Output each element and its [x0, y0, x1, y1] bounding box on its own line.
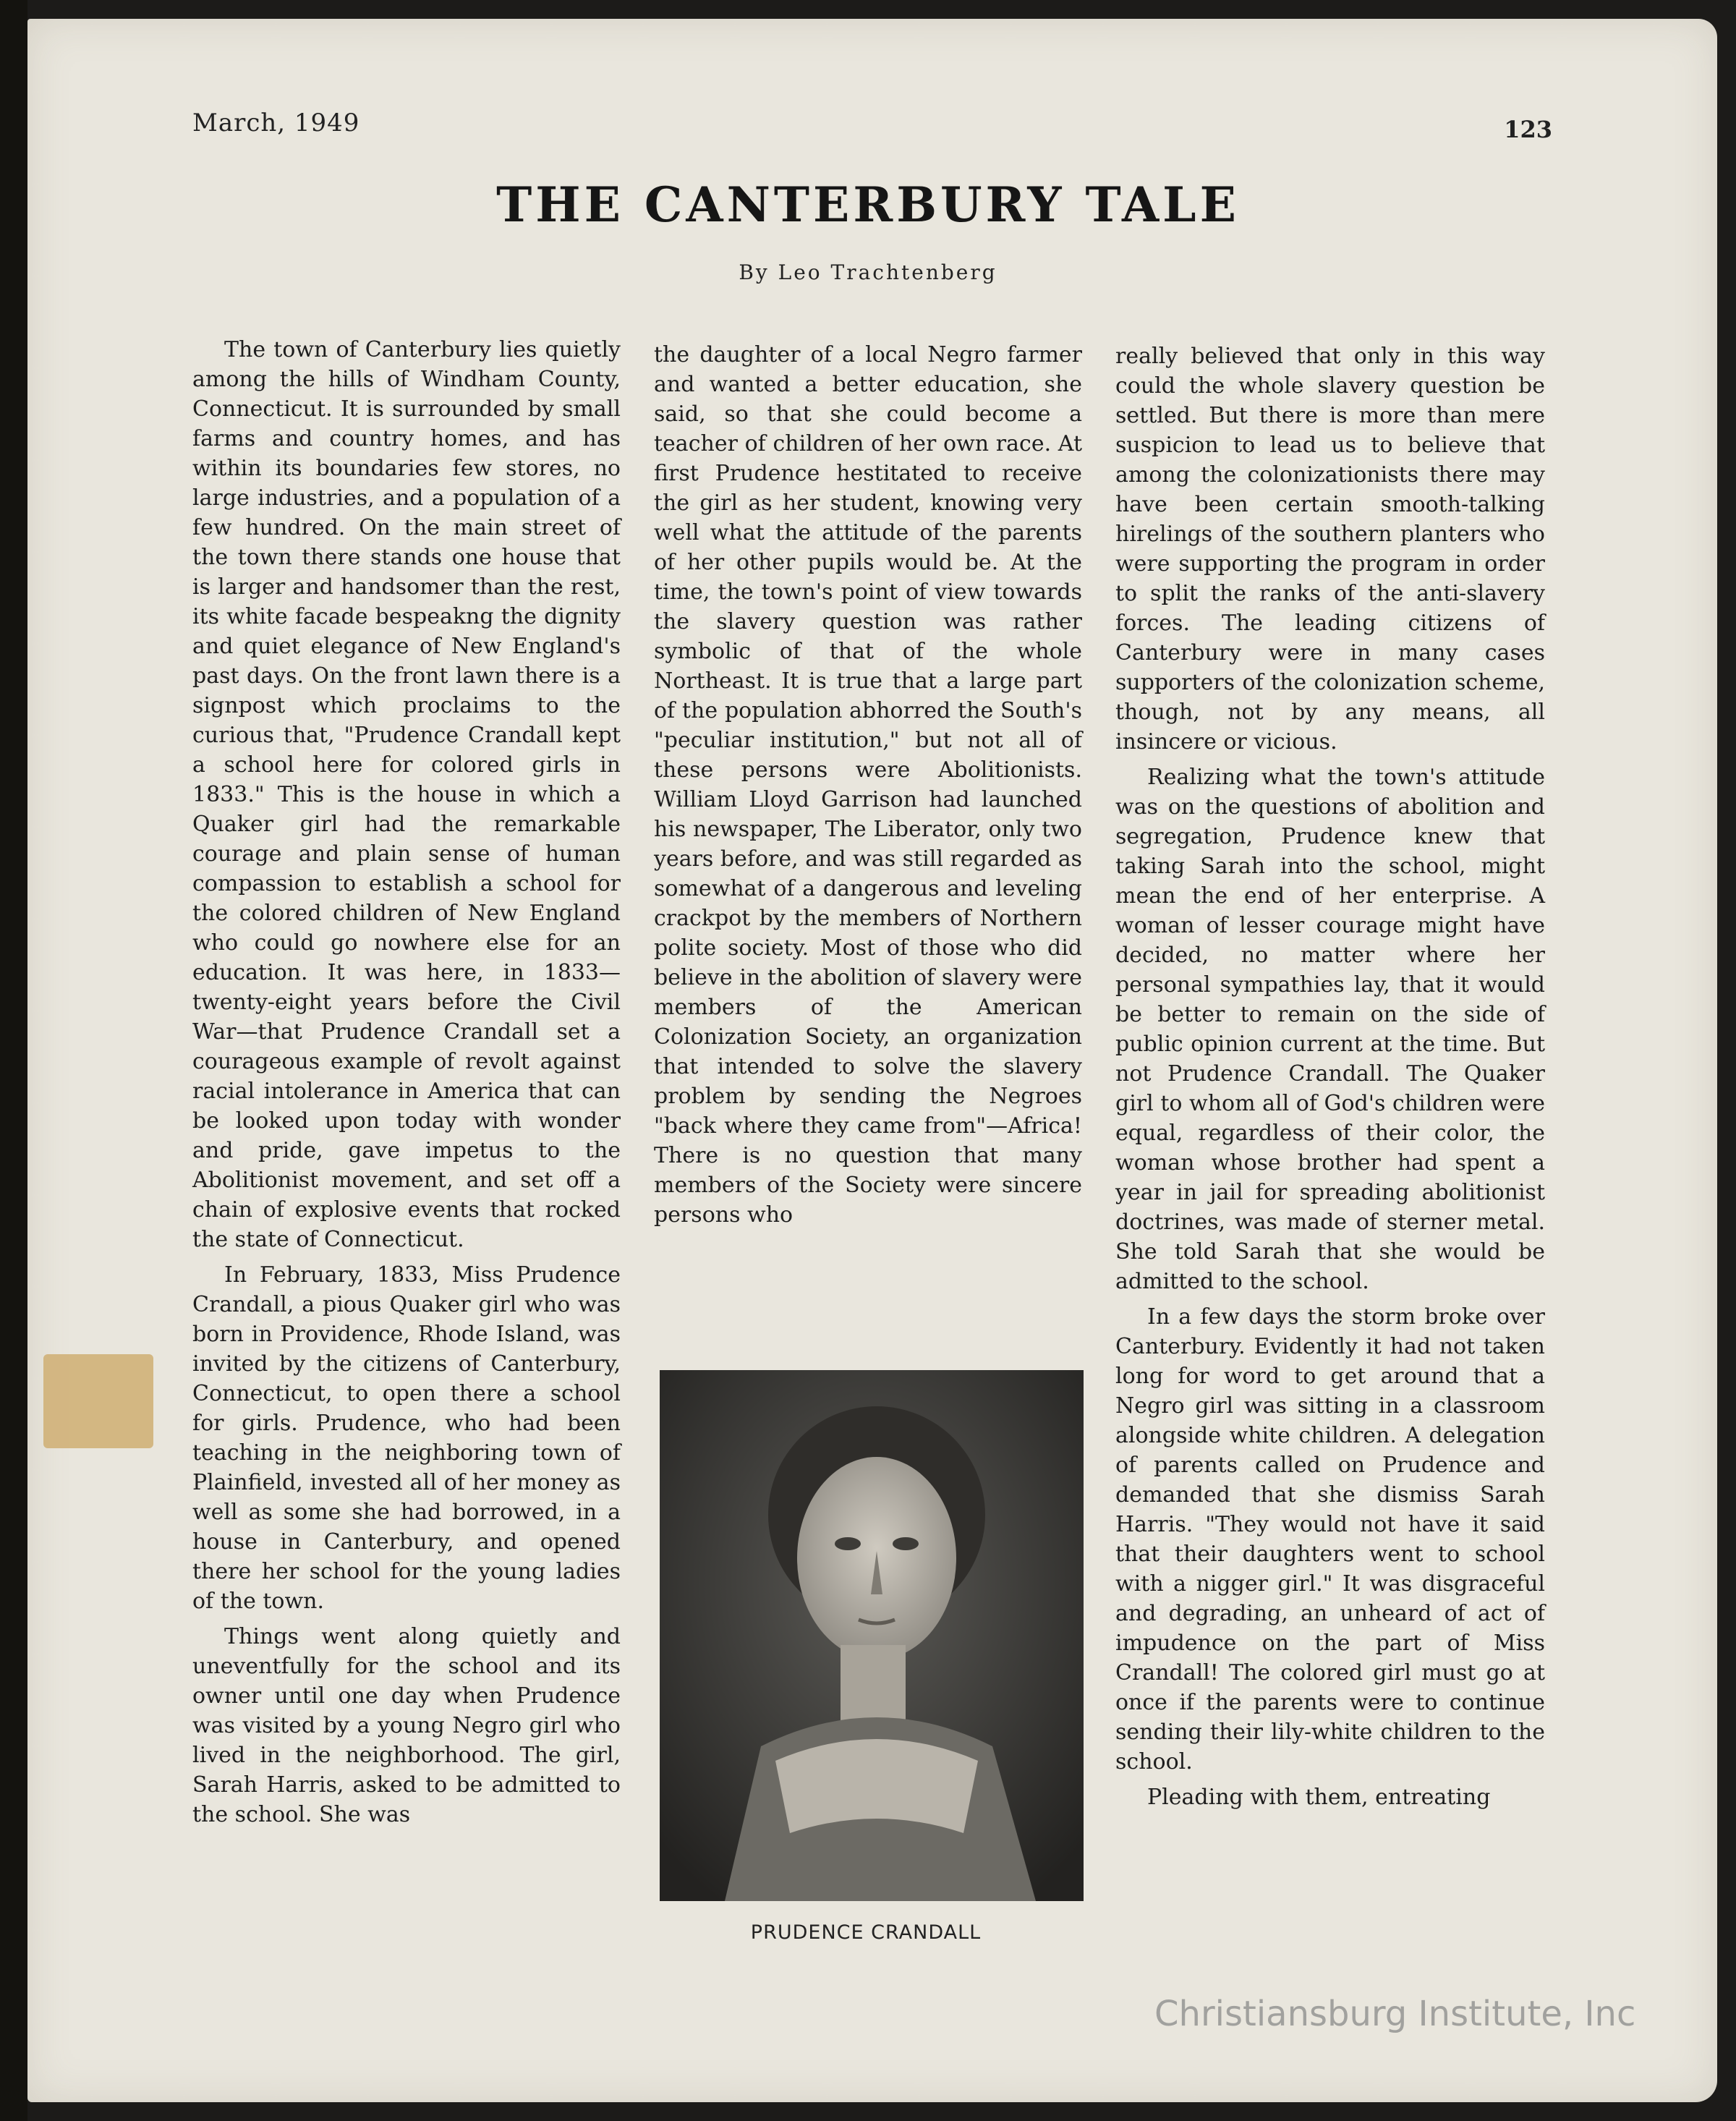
- portrait-photo: [660, 1370, 1084, 1901]
- paragraph: In a few days the storm broke over Canterbury. Evidently it had not taken long for word to get around that a Negro girl was sitting in a classroom alongside white children. A delegation of parents called on Prudence and demanded that she dismiss Sarah Harris. "They would not have it said that their daughters went to school with a nigger girl." It was disgraceful and degrading, an unheard of act of impudence on the part of Miss Crandall! The colored girl must go at once if the parents were to continue sending their lily-white children to the school.: [1115, 1304, 1545, 1774]
- paragraph: In February, 1833, Miss Prudence Crandall, a pious Quaker girl who was born in Providence, Rhode Island, was invited by the citizens of Canterbury, Connecticut, to open there a school for girls. Prudence, who had been teaching in the neighboring town of Plainfield, invested all of her money as well as some she had borrowed, in a house in Canterbury, and opened there her school for the young ladies of the town.: [192, 1262, 621, 1614]
- text-column-2: [654, 340, 1082, 1236]
- text-column-1: [192, 335, 621, 1835]
- paragraph: the daughter of a local Negro farmer and wanted a better education, she said, so that she could become a teacher of children of her own race. At first Prudence hestitated to receive the girl as her student, knowing very well what the attitude of the parents of her other pupils would be. At the time, the town's point of view towards the slavery question was rather symbolic of that of the whole Northeast. It is true that a large part of the population abhorred the South's "peculiar institution," but not all of these persons were Abolitionists. William Lloyd Garrison had launched his newspaper, The Liberator, only two years before, and was still regarded as somewhat of a dangerous and leveling crackpot by the members of Northern polite society. Most of those who did believe in the abolition of slavery were members of the American Colonization Society, an organization that intended to solve the slavery problem by sending the Negroes "back where they came from"—Africa! There is no question that many members of the Society were sincere persons who: [654, 342, 1082, 1228]
- page-number: 123: [1504, 116, 1552, 143]
- paragraph: Pleading with them, entreating: [1147, 1785, 1491, 1810]
- article-title: THE CANTERBURY TALE: [496, 177, 1240, 233]
- portrait-illustration: [660, 1370, 1084, 1901]
- image-caption: PRUDENCE CRANDALL: [750, 1921, 982, 1944]
- article-byline: By Leo Trachtenberg: [739, 260, 997, 284]
- text-column-3: [1115, 341, 1545, 1818]
- binding-edge: [0, 0, 27, 2121]
- paragraph: The town of Canterbury lies quietly among the hills of Windham County, Connecticut. It is surrounded by small farms and country homes, and has within its boundaries few stores, no large industries, and a population of a few hundred. On the main street of the town there stands one house that is larger and handsomer than the rest, its white facade bespeakng the dignity and quiet elegance of New England's past days. On the front lawn there is a signpost which proclaims to the curious that, "Prudence Crandall kept a school here for colored girls in 1833." This is the house in which a Quaker girl had the remarkable courage and plain sense of human compassion to establish a school for the colored children of New England who could go nowhere else for an education. It was here, in 1833—twenty-eight years before the Civil War—that Prudence Crandall set a courageous example of revolt against racial intolerance in America that can be looked upon today with wonder and pride, gave impetus to the Abolitionist movement, and set off a chain of explosive events that rocked the state of Connecticut.: [192, 337, 621, 1252]
- watermark-text: Christiansburg Institute, Inc: [1154, 1994, 1636, 2034]
- issue-date: March, 1949: [192, 109, 360, 137]
- tape-stain: [43, 1354, 153, 1448]
- paragraph: Realizing what the town's attitude was on the questions of abolition and segregation, Prudence knew that taking Sarah into the school, might mean the end of her enterprise. A woman of lesser courage might have decided, no matter where her personal sympathies lay, that it would be better to remain on the side of public opinion current at the time. But not Prudence Crandall. The Quaker girl to whom all of God's children were equal, regardless of their color, the woman whose brother had spent a year in jail for spreading abolitionist doctrines, was made of sterner metal. She told Sarah that she would be admitted to the school.: [1115, 765, 1545, 1294]
- paragraph: really believed that only in this way could the whole slavery question be settled. But there is more than mere suspicion to lead us to believe that among the colonizationists there may have been certain smooth-talking hirelings of the southern planters who were supporting the program in order to split the ranks of the anti-slavery forces. The leading citizens of Canterbury were in many cases supporters of the colonization scheme, though, not by any means, all insincere or vicious.: [1115, 344, 1545, 755]
- paragraph: Things went along quietly and uneventfully for the school and its owner until one day when Prudence was visited by a young Negro girl who lived in the neighborhood. The girl, Sarah Harris, asked to be admitted to the school. She was: [192, 1624, 621, 1827]
